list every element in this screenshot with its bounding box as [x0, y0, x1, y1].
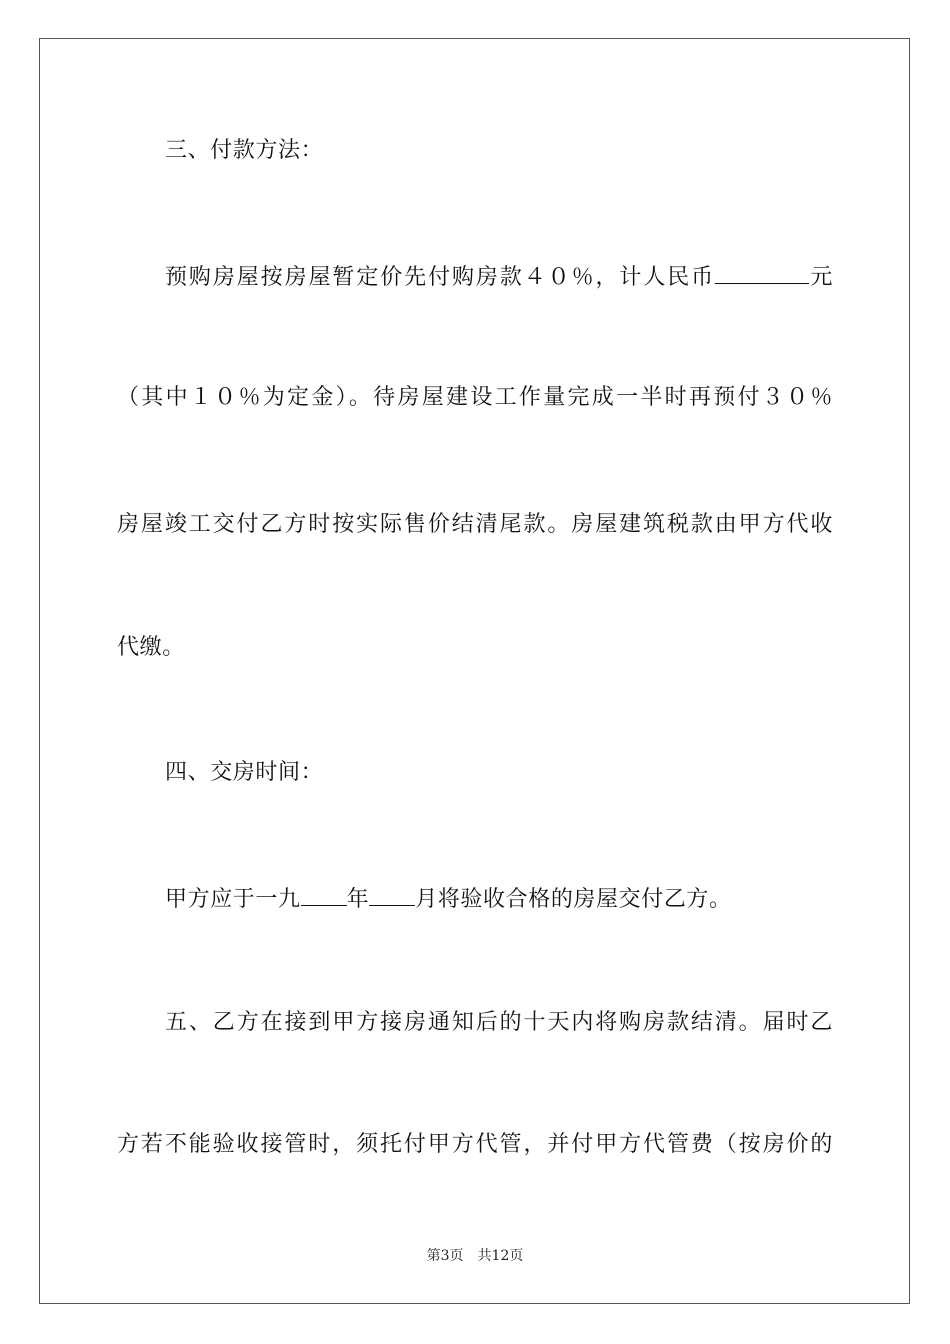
- paragraph-line: 代缴。: [117, 635, 185, 660]
- paragraph-text: 预购房屋按房屋暂定价先付购房款４０％，计人民币: [165, 265, 716, 290]
- paragraph-text: 元: [809, 265, 833, 290]
- amount-blank: [715, 261, 809, 284]
- paragraph-line: [165, 261, 833, 293]
- paragraph-line: 五、乙方在接到甲方接房通知后的十天内将购房款结清。届时乙: [165, 1010, 833, 1035]
- paragraph-line: 方若不能验收接管时，须托付甲方代管，并付甲方代管费（按房价的: [117, 1132, 833, 1157]
- paragraph-text: 年: [346, 887, 370, 912]
- paragraph-line: [165, 883, 833, 915]
- page-number: 第3页: [426, 1248, 464, 1264]
- page-footer: [0, 1247, 950, 1265]
- page-total: 共12页: [477, 1248, 524, 1264]
- page-border: [39, 38, 910, 1304]
- paragraph-line: （其中１０％为定金）。待房屋建设工作量完成一半时再预付３０％: [117, 385, 833, 410]
- year-blank: [301, 883, 347, 906]
- paragraph-line: 房屋竣工交付乙方时按实际售价结清尾款。房屋建筑税款由甲方代收: [117, 512, 833, 537]
- paragraph-text: 甲方应于一九: [165, 887, 301, 912]
- month-blank: [369, 883, 415, 906]
- section-heading-delivery-time: 四、交房时间：: [165, 760, 324, 785]
- section-heading-payment: 三、付款方法：: [165, 138, 324, 163]
- paragraph-text: 月将验收合格的房屋交付乙方。: [415, 887, 732, 912]
